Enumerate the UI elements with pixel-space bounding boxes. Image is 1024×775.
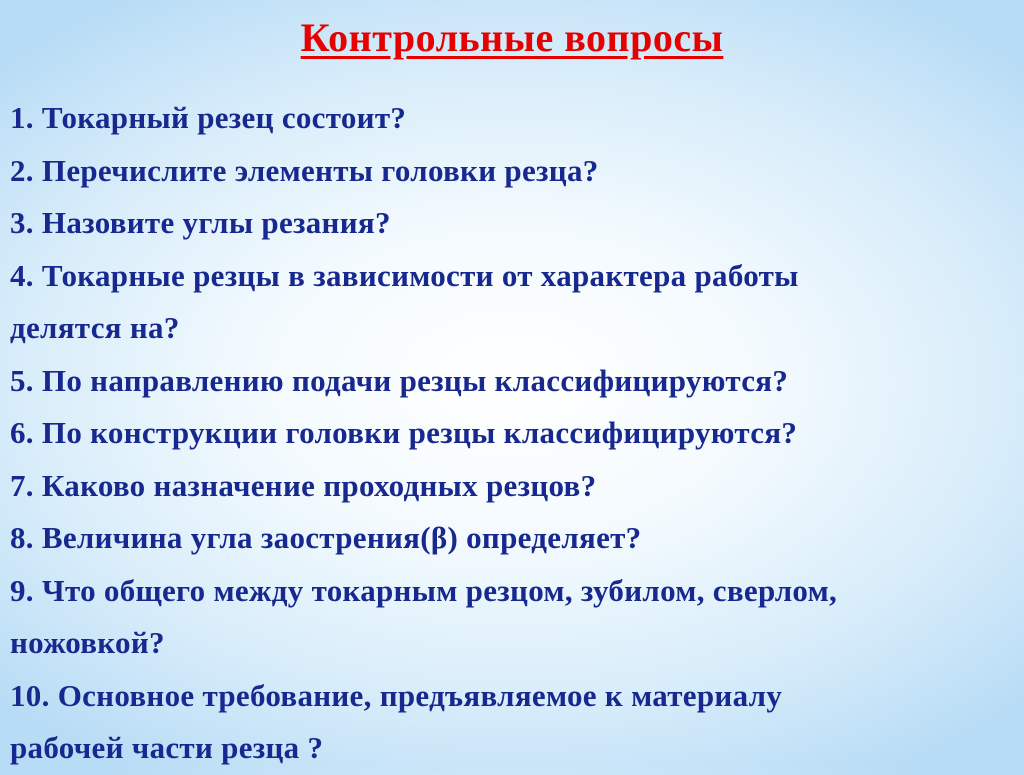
question-4-line-1: 4. Токарные резцы в зависимости от характера работы bbox=[10, 257, 799, 293]
question-2: 2. Перечислите элементы головки резца? bbox=[10, 152, 599, 188]
question-9-line-2: ножовкой? bbox=[10, 625, 165, 660]
question-7: 7. Каково назначение проходных резцов? bbox=[10, 467, 597, 503]
slide-title: Контрольные вопросы bbox=[300, 15, 724, 60]
question-9-line-1: 9. Что общего между токарным резцом, зубилом, сверлом, bbox=[10, 572, 838, 608]
question-6: 6. По конструкции головки резцы классифицируются? bbox=[10, 415, 798, 450]
questions-list bbox=[10, 92, 1010, 775]
question-8: 8. Величина угла заострения(β) определяет? bbox=[10, 520, 642, 555]
question-10-line-1: 10. Основное требование, предъявляемое к материалу bbox=[10, 677, 783, 713]
question-3: 3. Назовите углы резания? bbox=[10, 205, 391, 240]
question-5: 5. По направлению подачи резцы классифицируются? bbox=[10, 362, 789, 398]
question-4-line-2: делятся на? bbox=[10, 310, 180, 345]
question-1: 1. Токарный резец состоит? bbox=[10, 100, 407, 135]
question-10-line-2: рабочей части резца ? bbox=[10, 730, 324, 765]
